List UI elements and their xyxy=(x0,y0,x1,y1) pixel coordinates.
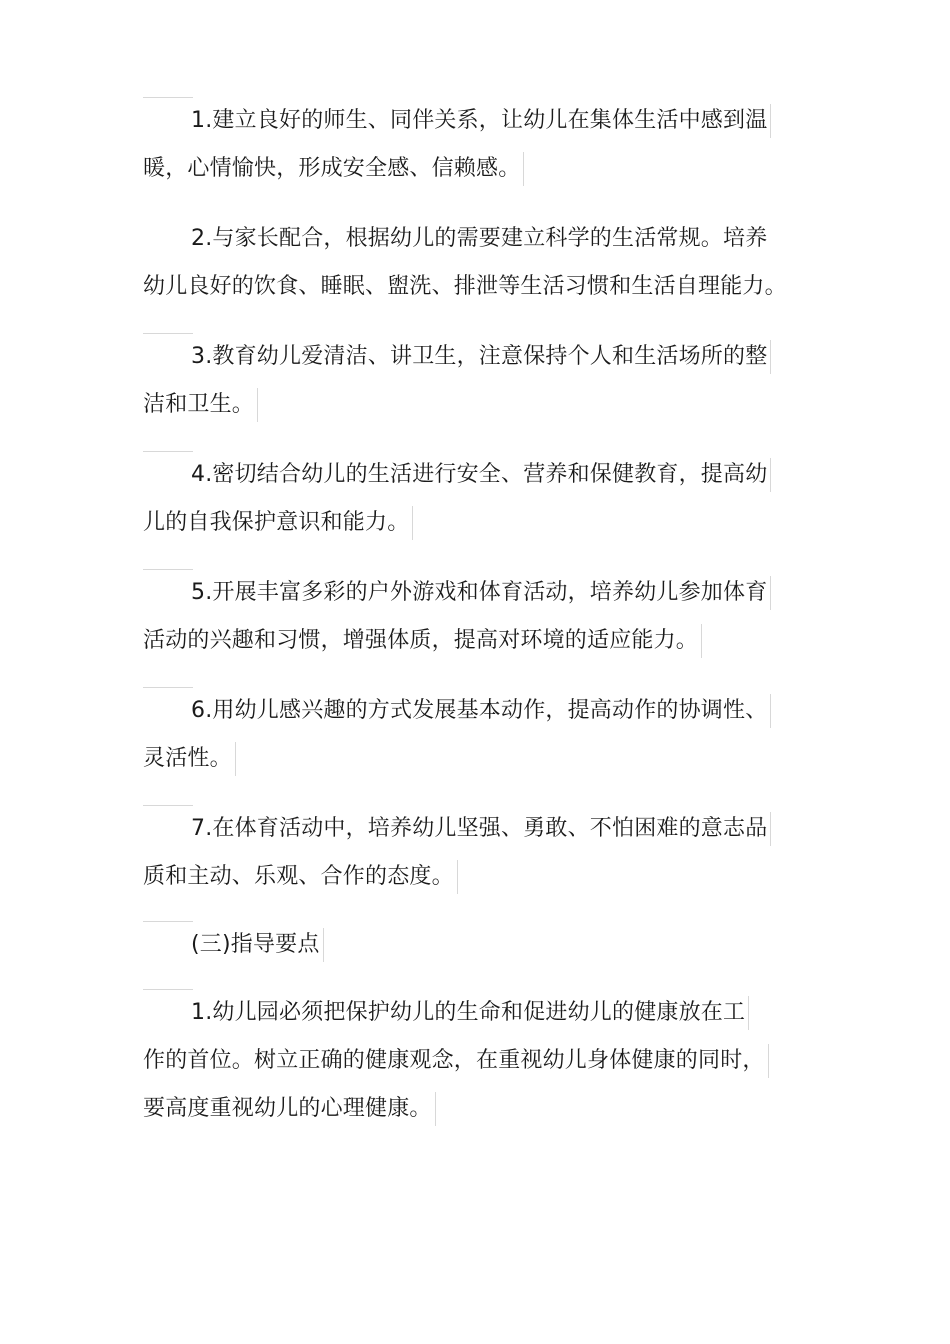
paragraph-5 xyxy=(143,569,808,665)
paragraph-line xyxy=(143,1037,808,1085)
paragraph-line xyxy=(143,687,808,735)
paragraph-line xyxy=(143,569,808,617)
paragraph-7 xyxy=(143,805,808,901)
paragraph-8 xyxy=(143,989,808,1133)
paragraph-text: 儿的自我保护意识和能力。 xyxy=(143,499,411,547)
paragraph-text: 1.幼儿园必须把保护幼儿的生命和促进幼儿的健康放在工 xyxy=(191,989,747,1037)
paragraph-text: 7.在体育活动中，培养幼儿坚强、勇敢、不怕困难的意志品 xyxy=(191,805,769,853)
paragraph-line xyxy=(143,145,808,193)
paragraph-text: 洁和卫生。 xyxy=(143,381,256,429)
paragraph-line xyxy=(143,989,808,1037)
paragraph-text: 暖，心情愉快，形成安全感、信赖感。 xyxy=(143,145,522,193)
section-heading xyxy=(143,921,808,969)
paragraph-2 xyxy=(143,215,808,311)
paragraph-line xyxy=(143,451,808,499)
paragraph-text: 3.教育幼儿爱清洁、讲卫生，注意保持个人和生活场所的整 xyxy=(191,333,769,381)
paragraph-text: 5.开展丰富多彩的户外游戏和体育活动，培养幼儿参加体育 xyxy=(191,569,769,617)
paragraph-text: 6.用幼儿感兴趣的方式发展基本动作，提高动作的协调性、 xyxy=(191,687,769,735)
paragraph-line xyxy=(143,381,808,429)
paragraph-line xyxy=(143,735,808,783)
paragraph-6 xyxy=(143,687,808,783)
paragraph-line xyxy=(143,853,808,901)
paragraph-text: 1.建立良好的师生、同伴关系，让幼儿在集体生活中感到温 xyxy=(191,97,769,145)
section-heading-text: (三)指导要点 xyxy=(191,921,322,969)
paragraph-line xyxy=(143,499,808,547)
paragraph-text: 灵活性。 xyxy=(143,735,234,783)
paragraph-line xyxy=(143,1085,808,1133)
paragraph-line xyxy=(143,805,808,853)
paragraph-3 xyxy=(143,333,808,429)
paragraph-line xyxy=(143,333,808,381)
paragraph-text: 要高度重视幼儿的心理健康。 xyxy=(143,1085,434,1133)
paragraph-text: 幼儿良好的饮食、睡眠、盥洗、排泄等生活习惯和生活自理能力。 xyxy=(143,274,787,299)
paragraph-text: 活动的兴趣和习惯，增强体质，提高对环境的适应能力。 xyxy=(143,617,700,665)
paragraph-line xyxy=(143,97,808,145)
paragraph-text: 2.与家长配合，根据幼儿的需要建立科学的生活常规。培养 xyxy=(191,226,768,251)
paragraph-text: 质和主动、乐观、合作的态度。 xyxy=(143,853,456,901)
paragraph-text: 4.密切结合幼儿的生活进行安全、营养和保健教育，提高幼 xyxy=(191,451,769,499)
paragraph-line xyxy=(143,215,808,263)
paragraph-line xyxy=(143,617,808,665)
paragraph-line xyxy=(143,921,808,969)
paragraph-text: 作的首位。树立正确的健康观念，在重视幼儿身体健康的同时， xyxy=(143,1037,767,1085)
paragraph-1 xyxy=(143,97,808,193)
paragraph-4 xyxy=(143,451,808,547)
paragraph-line xyxy=(143,263,808,311)
